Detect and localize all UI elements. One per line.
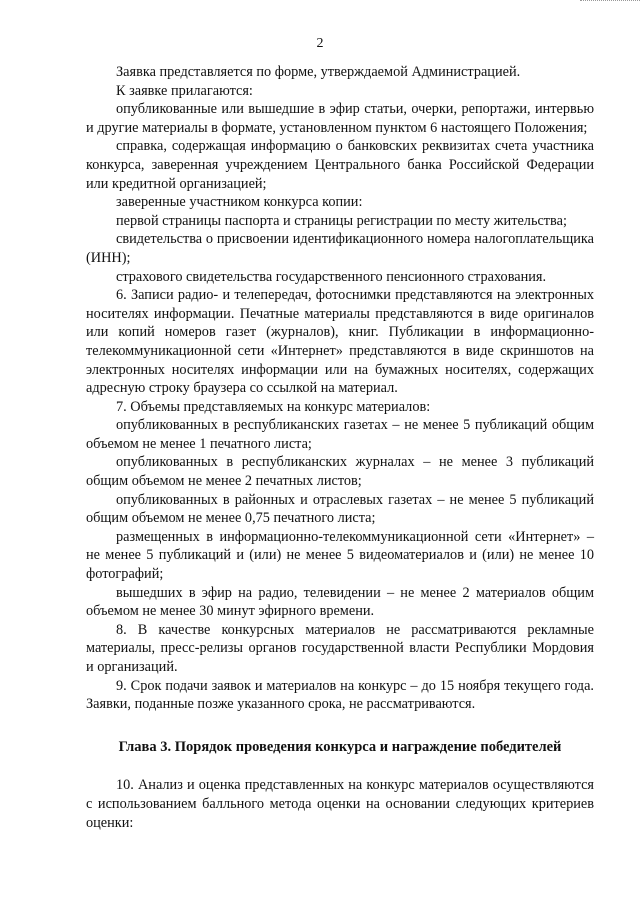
document-body	[86, 63, 594, 832]
paragraph: 10. Анализ и оценка представленных на конкурс материалов осуществляются с использованием балльного метода оценки на основании следующих критериев оценки:	[86, 777, 594, 831]
paragraph: опубликованных в республиканских журналах – не менее 3 публикаций общим объемом не менее 2 печатных листов;	[86, 454, 594, 490]
paragraph: 9. Срок подачи заявок и материалов на конкурс – до 15 ноября текущего года. Заявки, поданные позже указанного срока, не рассматриваются.	[86, 677, 594, 713]
paragraph: 7. Объемы представляемых на конкурс материалов:	[116, 398, 431, 415]
chapter-title: Глава 3. Порядок проведения конкурса и награждение победителей	[118, 738, 562, 755]
paragraph: опубликованных в республиканских газетах – не менее 5 публикаций общим объемом не менее 1 печатного листа;	[86, 417, 594, 452]
paragraph: вышедших в эфир на радио, телевидении – не менее 2 материалов общим объемом не менее 30 минут эфирного времени.	[86, 584, 594, 620]
paragraph: 6. Записи радио- и телепередач, фотоснимки представляются на электронных носителях информации. Печатные материалы представляются в виде оригиналов или копий номеров газет (журналов), книг. Публикации в информационно-телекоммуникационной сети «Интернет» представляются в виде скриншотов на электронных носителях информации или на бумажных носителях, содержащих адресную строку браузера со ссылкой на материал.	[86, 287, 594, 397]
paragraph: опубликованных в районных и отраслевых газетах – не менее 5 публикаций общим объемом не менее 0,75 печатного листа;	[86, 491, 594, 527]
paragraph: 8. В качестве конкурсных материалов не рассматриваются рекламные материалы, пресс-релизы органов государственной власти Республики Мордовия и организаций.	[86, 621, 594, 675]
paragraph: заверенные участником конкурса копии:	[116, 194, 363, 211]
paragraph: свидетельства о присвоении идентификационного номера налогоплательщика (ИНН);	[86, 231, 594, 266]
paragraph: первой страницы паспорта и страницы регистрации по месту жительства;	[116, 212, 567, 229]
paragraph: К заявке прилагаются:	[116, 82, 253, 99]
paragraph: Заявка представляется по форме, утверждаемой Администрацией.	[116, 64, 521, 80]
scan-edge-mark	[580, 0, 640, 4]
paragraph: опубликованные или вышедшие в эфир статьи, очерки, репортажи, интервью и другие материалы в формате, установленном пунктом 6 настоящего Положения;	[86, 101, 594, 136]
paragraph: размещенных в информационно-телекоммуникационной сети «Интернет» – не менее 5 публикаций и (или) не менее 5 видеоматериалов и (или) не менее 10 фотографий;	[86, 528, 594, 583]
page-number: 2	[316, 36, 324, 51]
paragraph: справка, содержащая информацию о банковских реквизитах счета участника конкурса, заверенная учреждением Центрального банка Российской Федерации или кредитной организацией;	[86, 138, 594, 192]
paragraph: страхового свидетельства государственного пенсионного страхования.	[116, 268, 547, 285]
